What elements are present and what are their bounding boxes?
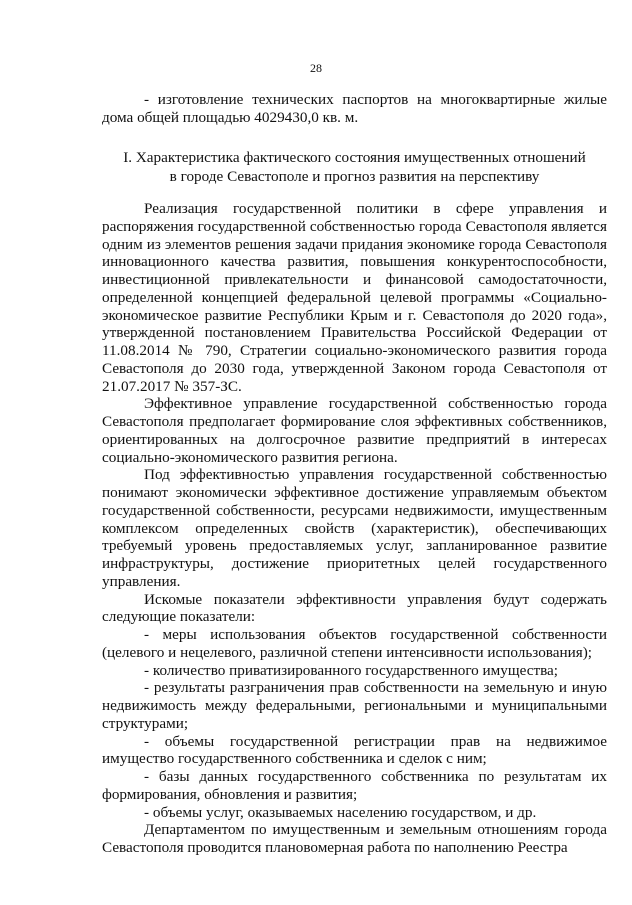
list-item: - количество приватизированного государственного имущества; — [144, 661, 559, 679]
list-item: - меры использования объектов государственной собственности (целевого и нецелевого, различной степени интенсивности использования); — [102, 626, 607, 661]
section-body — [102, 200, 607, 857]
paragraph-effective-management: Эффективное управление государственной собственностью города Севастополя предполагает формирование слоя эффективных собственников, ориентированных на долгосрочное развитие предприятий в интересах социально-экономического развития региона. — [102, 395, 607, 466]
list-item: - объемы услуг, оказываемых населению государством, и др. — [144, 803, 537, 821]
list-item: - результаты разграничения прав собственности на земельную и иную недвижимость между федеральными, региональными и муниципальными структурами; — [102, 679, 607, 732]
intro-block — [102, 91, 607, 127]
list-item: - базы данных государственного собственника по результатам их формирования, обновления и развития; — [102, 768, 607, 803]
section-heading — [102, 148, 607, 186]
paragraph-policy: Реализация государственной политики в сфере управления и распоряжения государственной собственностью города Севастополя является одним из элементов решения задачи придания экономике города Севастополя инновационного качества развития, повышения конкурентоспособности, инвестиционной привлекательности и финансовой самодостаточности, определенной концепцией федеральной целевой программы «Социально-экономическое развитие Республики Крым и г. Севастополя до 2020 года», утвержденной постановлением Правительства Российской Федерации от 11.08.2014 № 790, Стратегии социально-экономического развития города Севастополя до 2030 года, утвержденной Законом города Севастополя от 21.07.2017 № 357-ЗС. — [102, 200, 607, 395]
list-item: - объемы государственной регистрации прав на недвижимое имущество государственного собственника и сделок с ним; — [102, 732, 607, 768]
section-heading-line-1: I. Характеристика фактического состояния имущественных отношений — [123, 149, 586, 166]
paragraph-department-registry: Департаментом по имущественным и земельным отношениям города Севастополя проводится плановомерная работа по наполнению Реестра — [102, 821, 607, 856]
section-heading-line-2: в городе Севастополе и прогноз развития на перспективу — [169, 168, 540, 185]
paragraph-efficiency-definition: Под эффективностью управления государственной собственностью понимают экономически эффективное достижение управляемым объектом государственной собственности, ресурсами недвижимости, имущественным комплексом определенных свойств (характеристик), обеспечивающих требуемый уровень предоставляемых услуг, запланированное развитие инфраструктуры, достижение приоритетных целей государственного управления. — [102, 466, 607, 590]
intro-list-item: - изготовление технических паспортов на многоквартирные жилые дома общей площадью 4029430,0 кв. м. — [102, 91, 607, 126]
paragraph-indicators-intro: Искомые показатели эффективности управления будут содержать следующие показатели: — [102, 590, 607, 626]
page-number: 28 — [310, 61, 322, 75]
